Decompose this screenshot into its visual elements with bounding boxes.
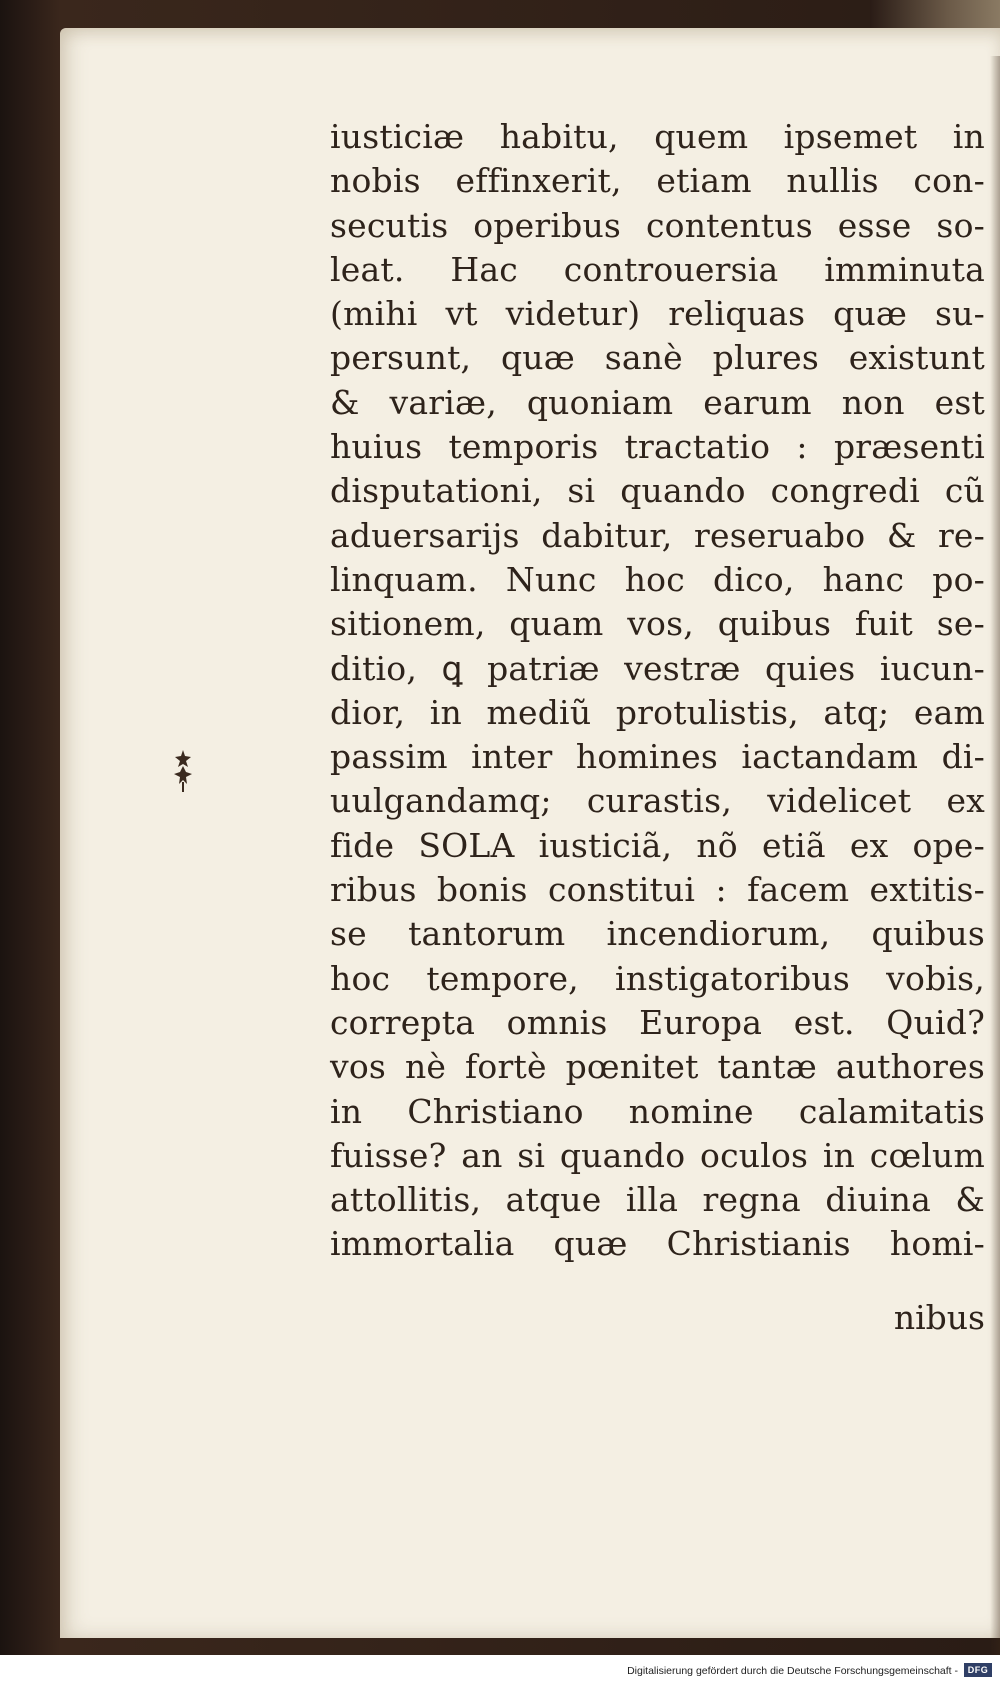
text-line: correpta omnis Europa est. Quid? (330, 1002, 985, 1042)
text-line: disputationi, si quando congredi cũ (330, 471, 985, 511)
text-line: ditio, ꝗ patriæ vestræ quies iucun- (330, 648, 985, 688)
text-line: (mihi vt videtur) reliquas quæ su- (330, 294, 985, 334)
text-line: nobis effinxerit, etiam nullis con- (330, 161, 985, 201)
text-line: sitionem, quam vos, quibus fuit se- (330, 604, 985, 644)
text-line: fuisse? an si quando oculos in cœlum (330, 1135, 985, 1175)
text-line: attollitis, atque illa regna diuina & (330, 1180, 985, 1220)
page-text (330, 115, 985, 1267)
dfg-logo: DFG (964, 1663, 992, 1677)
page-edge-shadow (990, 56, 1000, 1655)
text-line: immortalia quæ Christianis homi- (330, 1224, 985, 1264)
text-line: uulgandamq; curastis, videlicet ex (330, 781, 985, 821)
text-line: leat. Hac controuersia imminuta (330, 249, 985, 289)
text-line: dior, in mediũ protulistis, atq; eam (330, 692, 985, 732)
text-line: iusticiæ habitu, quem ipsemet in (330, 117, 985, 156)
text-line: fide SOLA iusticiã, nõ etiã ex ope- (330, 825, 985, 865)
footer-bar (0, 1655, 1000, 1687)
text-line: passim inter homines iactandam di- (330, 737, 985, 777)
text-line: persunt, quæ sanè plures existunt (330, 338, 985, 378)
text-line: ribus bonis constitui : facem extitis- (330, 870, 985, 910)
text-line: vos nè fortè pœnitet tantæ authores (330, 1047, 985, 1087)
funding-credit: Digitalisierung gefördert durch die Deutsche Forschungsgemeinschaft - (627, 1665, 958, 1677)
text-line: hoc tempore, instigatoribus vobis, (330, 958, 985, 998)
margin-ornament-icon (172, 748, 194, 794)
text-line: secutis operibus contentus esse so- (330, 205, 985, 245)
text-line: & variæ, quoniam earum non est (330, 382, 985, 422)
text-line: in Christiano nomine calamitatis (330, 1091, 985, 1131)
text-line: se tantorum incendiorum, quibus (330, 914, 985, 954)
book-edge (870, 0, 1000, 30)
text-line: aduersarijs dabitur, reseruabo & re- (330, 515, 985, 555)
text-line: huius temporis tractatio : præsenti (330, 427, 985, 467)
text-line: linquam. Nunc hoc dico, hanc po- (330, 559, 985, 599)
catchword: nibus (893, 1298, 985, 1337)
